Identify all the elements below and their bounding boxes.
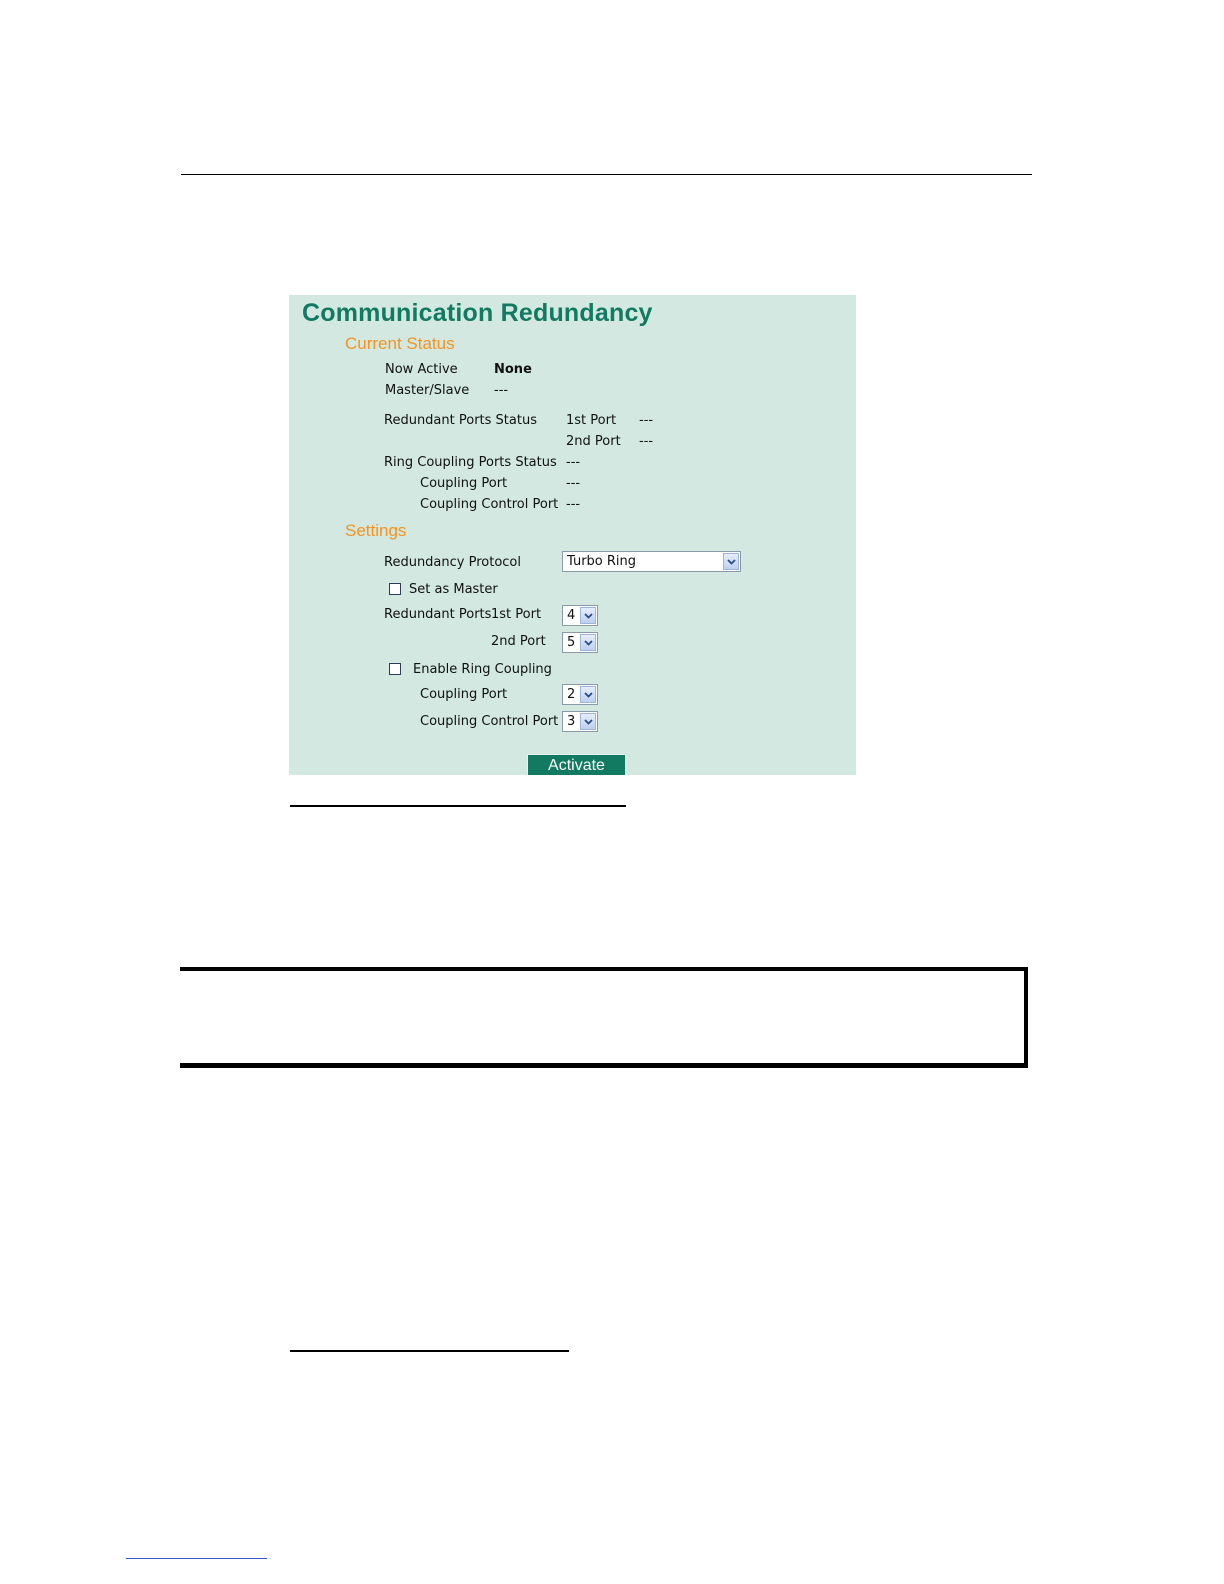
caption-underline — [290, 1350, 569, 1352]
set-as-master-label: Set as Master — [409, 582, 498, 597]
chevron-down-icon[interactable] — [580, 686, 596, 703]
status-coupling-control-port-value: --- — [566, 497, 581, 512]
ring-coupling-ports-status-label: Ring Coupling Ports Status — [384, 455, 557, 470]
footer-link-underline — [126, 1558, 267, 1559]
master-slave-value: --- — [494, 383, 509, 398]
redundant-ports-label: Redundant Ports — [384, 607, 492, 622]
note-box — [180, 967, 1028, 1068]
set-as-master-checkbox[interactable] — [389, 583, 401, 595]
status-coupling-control-port-label: Coupling Control Port — [420, 497, 559, 512]
settings-heading: Settings — [345, 521, 407, 540]
chevron-down-icon[interactable] — [580, 607, 596, 624]
chevron-down-icon[interactable] — [723, 553, 739, 570]
page-title: Communication Redundancy — [302, 299, 653, 327]
enable-ring-coupling-checkbox[interactable] — [389, 663, 401, 675]
second-port-select[interactable] — [562, 632, 598, 653]
now-active-value: None — [494, 362, 532, 377]
coupling-control-port-label: Coupling Control Port — [420, 714, 559, 729]
chevron-down-icon[interactable] — [580, 713, 596, 730]
enable-ring-coupling-label: Enable Ring Coupling — [413, 662, 552, 677]
communication-redundancy-panel — [289, 295, 856, 775]
second-port-value: 5 — [567, 635, 576, 650]
status-second-port-label: 2nd Port — [566, 434, 621, 449]
coupling-port-value: 2 — [567, 687, 576, 702]
now-active-label: Now Active — [385, 362, 458, 377]
header-rule — [181, 174, 1032, 175]
second-port-label: 2nd Port — [491, 634, 546, 649]
first-port-label: 1st Port — [491, 607, 542, 622]
master-slave-label: Master/Slave — [385, 383, 470, 398]
redundancy-protocol-select[interactable] — [562, 551, 741, 572]
status-second-port-value: --- — [639, 434, 654, 449]
activate-button[interactable]: Activate — [527, 754, 626, 775]
current-status-heading: Current Status — [345, 334, 455, 353]
status-coupling-port-label: Coupling Port — [420, 476, 508, 491]
redundancy-protocol-label: Redundancy Protocol — [384, 555, 521, 570]
coupling-port-select[interactable] — [562, 684, 598, 705]
coupling-control-port-select[interactable] — [562, 711, 598, 732]
caption-underline — [290, 805, 626, 807]
coupling-port-label: Coupling Port — [420, 687, 508, 702]
redundant-ports-status-label: Redundant Ports Status — [384, 413, 537, 428]
chevron-down-icon[interactable] — [580, 634, 596, 651]
redundancy-protocol-value: Turbo Ring — [567, 554, 637, 569]
status-first-port-label: 1st Port — [566, 413, 617, 428]
coupling-control-port-value: 3 — [567, 714, 576, 729]
status-coupling-port-value: --- — [566, 476, 581, 491]
status-first-port-value: --- — [639, 413, 654, 428]
first-port-select[interactable] — [562, 605, 598, 626]
ring-coupling-ports-status-value: --- — [566, 455, 581, 470]
first-port-value: 4 — [567, 608, 576, 623]
